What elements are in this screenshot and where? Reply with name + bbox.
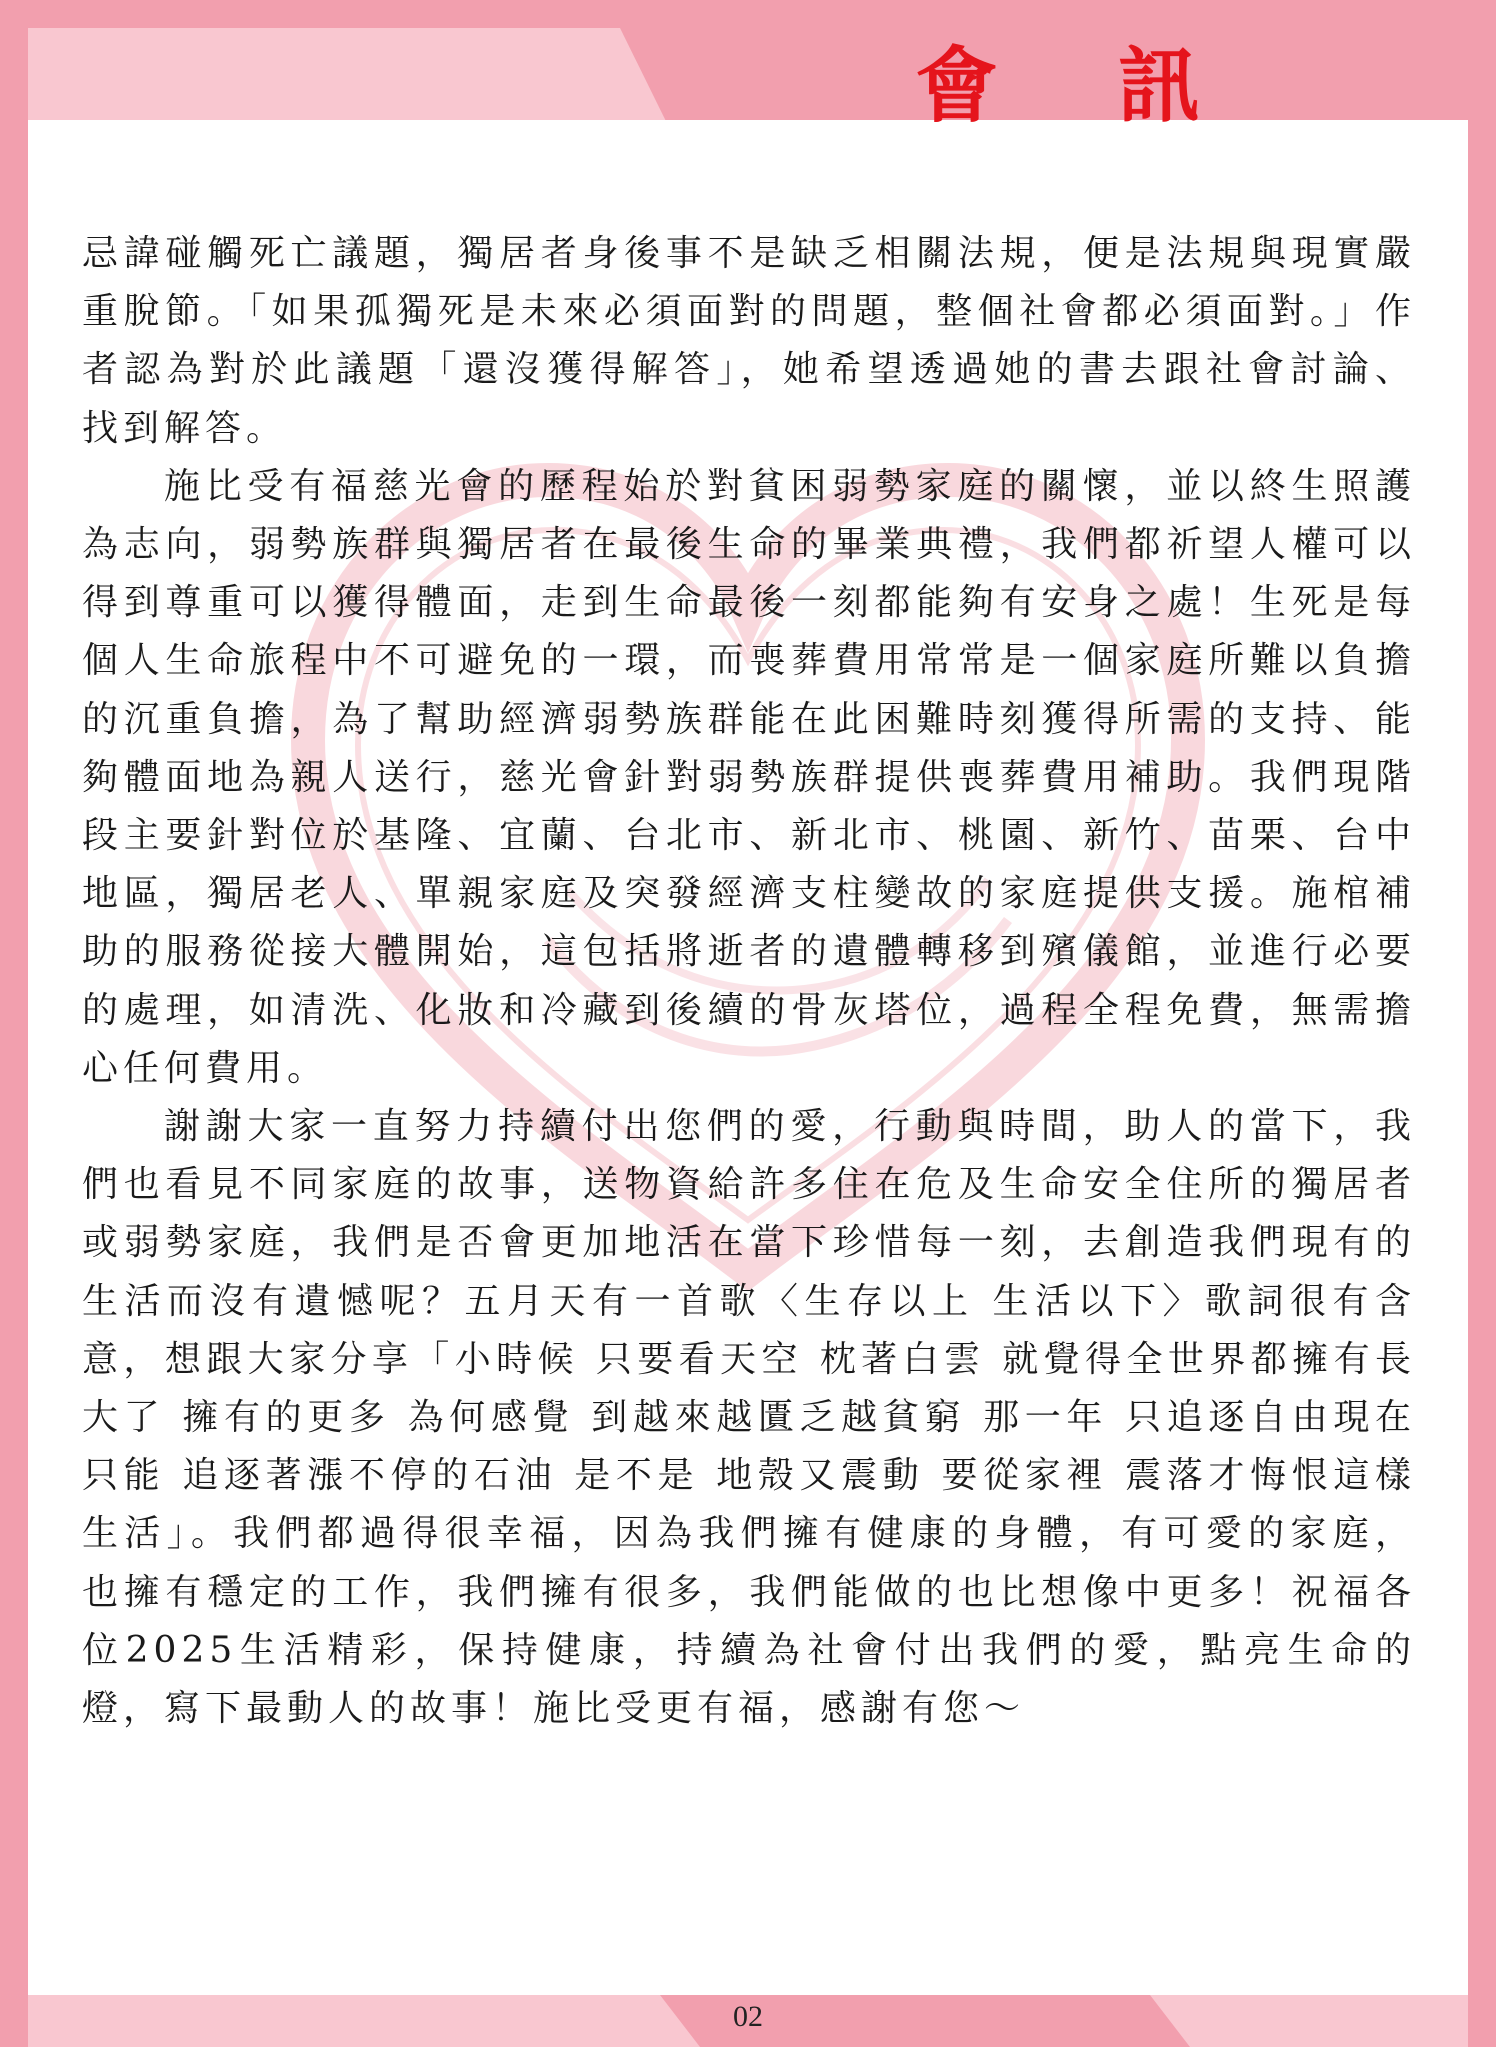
section-title: 會 訊 bbox=[915, 39, 1246, 134]
paragraph-2: 施比受有福慈光會的歷程始於對貧困弱勢家庭的關懷，並以終生照護為志向，弱勢族群與獨居者在最後生命的畢業典禮，我們都祈望人權可以得到尊重可以獲得體面，走到生命最後一刻都能夠有安身之處！生死是每個人生命旅程中不可避免的一環，而喪葬費用常常是一個家庭所難以負擔的沉重負擔，為了幫助經濟弱勢族群能在此困難時刻獲得所需的支持、能夠體面地為親人送行，慈光會針對弱勢族群提供喪葬費用補助。我們現階段主要針對位於基隆、宜蘭、台北市、新北市、桃園、新竹、苗栗、台中地區，獨居老人、單親家庭及突發經濟支柱變故的家庭提供支援。施棺補助的服務從接大體開始，這包括將逝者的遺體轉移到殯儀館，並進行必要的處理，如清洗、化妝和冷藏到後續的骨灰塔位，過程全程免費，無需擔心任何費用。 bbox=[82, 465, 1416, 1089]
paragraph-3: 謝謝大家一直努力持續付出您們的愛，行動與時間，助人的當下，我們也看見不同家庭的故事，送物資給許多住在危及生命安全住所的獨居者或弱勢家庭，我們是否會更加地活在當下珍惜每一刻，去創造我們現有的生活而沒有遺憾呢？五月天有一首歌〈生存以上 生活以下〉歌詞很有含意，想跟大家分享「小時候 只要看天空 枕著白雲 就覺得全世界都擁有長大了 擁有的更多 為何感覺 到越來越匱乏越貧窮 那一年 只追逐自由現在只能 追逐著漲不停的石油 是不是 地殼又震動 要從家裡 震落才悔恨這樣生活」。我們都過得很幸福，因為我們擁有健康的身體，有可愛的家庭，也擁有穩定的工作，我們擁有很多，我們能做的也比想像中更多！祝福各位2025生活精彩，保持健康，持續為社會付出我們的愛，點亮生命的燈，寫下最動人的故事！施比受更有福，感謝有您～ bbox=[82, 1106, 1416, 1730]
paragraph-1: 忌諱碰觸死亡議題，獨居者身後事不是缺乏相關法規，便是法規與現實嚴重脫節。「如果孤獨死是未來必須面對的問題，整個社會都必須面對。」作者認為對於此議題「還沒獲得解答」，她希望透過她的書去跟社會討論、找到解答。 bbox=[82, 233, 1416, 449]
page-number: 02 bbox=[733, 2000, 763, 2033]
article-body bbox=[82, 225, 1416, 1738]
